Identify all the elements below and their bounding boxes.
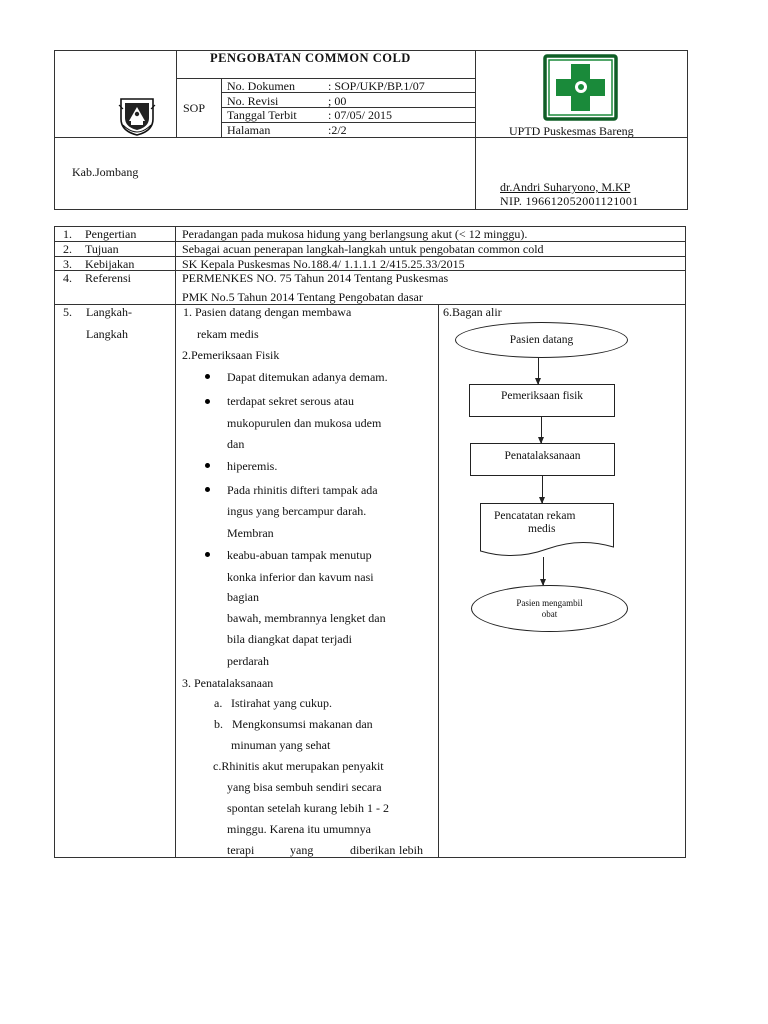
meta-label-halaman: Halaman [227,123,271,137]
row-1-text: Peradangan pada mukosa hidung yang berlangsung akut (< 12 minggu). [182,227,528,241]
bullet-3 [205,463,210,468]
meta-value-halaman: :2/2 [328,123,347,137]
puskesmas-logo-icon [543,54,618,121]
region-name: Kab.Jombang [72,165,139,179]
row-4-text-2: PMK No.5 Tahun 2014 Tentang Pengobatan dasar [182,290,423,304]
flow-node-end-label-2: obat [541,608,558,619]
flow-node-start-label: Pasien datang [509,334,574,346]
finding-2-line-2: mukopurulen dan mukosa udem [227,416,382,430]
row-5-number: 5. [63,305,72,319]
treatment-c-line-4: minggu. Karena itu umumnya [227,822,371,836]
finding-1: Dapat ditemukan adanya demam. [227,370,388,384]
treatment-b-marker: b. [214,717,223,731]
finding-5-line-5: bila diangkat dapat terjadi [227,632,352,646]
flow-node-examination-label: Pemeriksaan fisik [500,390,584,402]
row-4-text-1: PERMENKES NO. 75 Tahun 2014 Tentang Puskesmas [182,271,449,285]
signer-nip: NIP. 196612052001121001 [500,194,639,208]
flow-node-treatment-label: Penatalaksanaan [504,450,581,462]
treatment-b-text: Mengkonsumsi makanan dan [232,717,373,731]
signer-name: dr.Andri Suharyono, M.KP [500,180,631,194]
step-3-heading: 3. Penatalaksanaan [182,676,274,690]
flow-arrow-4 [543,557,544,585]
row-3-text: SK Kepala Puskesmas No.188.4/ 1.1.1.1 2/415.25.33/2015 [182,257,465,271]
jombang-emblem-icon [117,95,157,137]
treatment-c-line-2: yang bisa sembuh sendiri secara [227,780,382,794]
step-1-line-1: 1. Pasien datang dengan membawa [183,305,352,319]
finding-5-line-6: perdarah [227,654,269,668]
row-4-number: 4. [63,271,72,285]
organization-name: UPTD Puskesmas Bareng [509,124,634,138]
meta-label-no-revisi: No. Revisi [227,94,279,108]
step-2-heading: 2.Pemeriksaan Fisik [182,348,280,362]
treatment-b-text-2: minuman yang sehat [231,738,331,752]
flow-node-treatment [470,443,615,476]
flow-arrow-2 [541,417,542,443]
finding-4-line-1: Pada rhinitis difteri tampak ada [227,483,378,497]
finding-2-line-3: dan [227,437,245,451]
treatment-a-text: Istirahat yang cukup. [231,696,332,710]
flow-node-examination [469,384,615,417]
treatment-a-marker: a. [214,696,223,710]
sop-label: SOP [183,101,206,115]
document-title: PENGOBATAN COMMON COLD [210,51,411,65]
finding-5-line-4: bawah, membrannya lengket dan [227,611,386,625]
row-4-label: Referensi [85,271,131,285]
flow-arrow-3 [542,476,543,503]
finding-2-line-1: terdapat sekret serous atau [227,394,354,408]
step-1-line-2: rekam medis [197,327,259,341]
treatment-c-line-1: c.Rhinitis akut merupakan penyakit [213,759,384,773]
row-5-label-1: Langkah- [86,305,132,319]
row-1-number: 1. [63,227,72,241]
treatment-c-line-3: spontan setelah kurang lebih 1 - 2 [227,801,389,815]
row-3-label: Kebijakan [85,257,135,271]
meta-label-tanggal-terbit: Tanggal Terbit [227,108,297,122]
meta-label-no-dokumen: No. Dokumen [227,79,295,93]
row-2-number: 2. [63,242,72,256]
flow-node-start [455,322,628,358]
finding-5-line-3: bagian [227,590,259,604]
row-1-label: Pengertian [85,227,137,241]
flowchart-title: 6.Bagan alir [443,305,502,319]
finding-3: hiperemis. [227,459,278,473]
finding-4-line-2: ingus yang bercampur darah. [227,504,367,518]
flow-arrow-1 [538,358,539,384]
row-2-text: Sebagai acuan penerapan langkah-langkah untuk pengobatan common cold [182,242,544,256]
flow-node-records-label-2: medis [528,523,556,535]
flow-node-records-label-1: Pencatatan rekam [494,510,576,522]
bullet-5 [205,552,210,557]
treatment-c-line-5b: yang [290,843,314,857]
finding-5-line-1: keabu-abuan tampak menutup [227,548,372,562]
finding-5-line-2: konka inferior dan kavum nasi [227,570,374,584]
row-2-label: Tujuan [85,242,119,256]
finding-4-line-3: Membran [227,526,274,540]
treatment-c-line-5c: diberikan [350,843,396,857]
flow-node-records [480,503,614,559]
meta-value-no-dokumen: : SOP/UKP/BP.1/07 [328,79,425,93]
treatment-c-line-5d: lebih [399,843,423,857]
row-3-number: 3. [63,257,72,271]
bullet-1 [205,374,210,379]
meta-value-tanggal-terbit: : 07/05/ 2015 [328,108,393,122]
flow-node-end [471,585,628,632]
flow-node-end-label-1: Pasien mengambil [516,597,583,608]
row-5-label-2: Langkah [86,327,128,341]
treatment-c-line-5a: terapi [227,843,255,857]
bullet-4 [205,487,210,492]
bullet-2 [205,399,210,404]
meta-value-no-revisi: ; 00 [328,94,347,108]
